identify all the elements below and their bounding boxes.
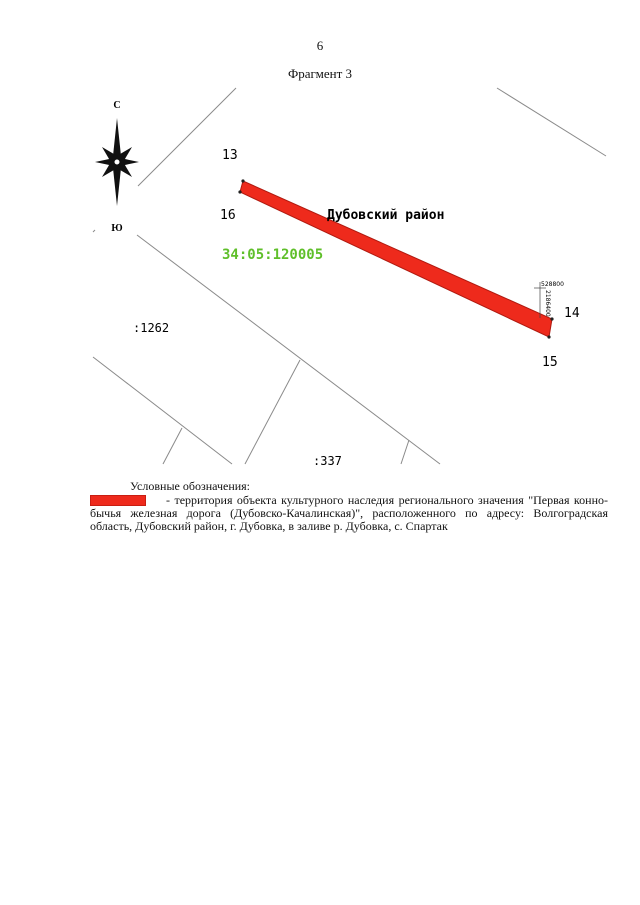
fragment-title: Фрагмент 3 — [287, 66, 353, 81]
legend-entry — [90, 494, 608, 533]
compass-center — [114, 159, 120, 165]
boundary-line-vertical-mid — [245, 360, 300, 464]
boundary-line-long-diagonal — [137, 235, 440, 464]
grid-y-label: 2186400 — [544, 290, 551, 317]
compass-rose — [95, 118, 139, 206]
corner-point-14 — [550, 317, 553, 320]
point-label-13: 13 — [222, 148, 238, 163]
boundary-line-upper — [138, 88, 236, 186]
boundary-line-lower-left — [93, 357, 232, 464]
corner-point-16 — [238, 190, 241, 193]
district-label: Дубовский район — [327, 208, 445, 223]
heritage-swatch — [90, 495, 146, 506]
compass-south-ray — [113, 168, 121, 206]
point-label-15: 15 — [542, 355, 558, 370]
parcel-label-1262: :1262 — [133, 321, 170, 335]
boundary-line-short-left — [163, 428, 182, 464]
parcel-boundaries — [93, 88, 606, 464]
legend — [90, 480, 608, 533]
legend-title: Условные обозначения: — [130, 479, 251, 493]
cadastral-block-label: 34:05:120005 — [222, 247, 324, 263]
grid-x-label: 528800 — [541, 281, 564, 288]
corner-point-13 — [241, 179, 244, 182]
legend-description: - территория объекта культурного наследия регионального значения "Первая конно-бычья железная дорога (Дубовско-Качалинская)", расположенного по адресу: Волгоградская область, Дубовский район, г. Дубовка, в заливе р. Дубовка, с. Спартак — [90, 493, 608, 533]
parcel-label-337: :337 — [313, 454, 342, 468]
compass-north-ray — [113, 118, 121, 156]
compass-south-label: Ю — [111, 223, 123, 234]
compass-north-label: С — [113, 100, 121, 111]
corner-point-15 — [547, 335, 550, 338]
boundary-line-tick — [93, 230, 95, 232]
point-label-14: 14 — [564, 306, 580, 321]
point-label-16: 16 — [220, 208, 236, 223]
boundary-line-short-right — [401, 440, 409, 464]
page-number: 6 — [316, 38, 324, 53]
boundary-line-top-right — [497, 88, 606, 156]
